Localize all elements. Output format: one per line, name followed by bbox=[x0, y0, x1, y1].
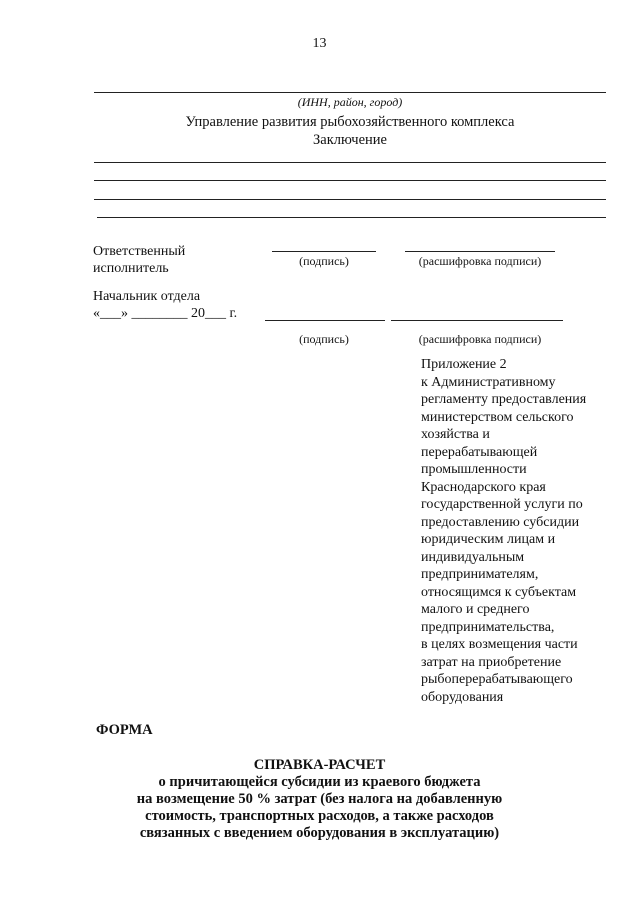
appendix-line: Краснодарского края bbox=[421, 479, 546, 495]
conclusion-line-4 bbox=[97, 217, 606, 218]
head-signature-rule bbox=[265, 320, 385, 321]
title-heading: СПРАВКА-РАСЧЕТ bbox=[253, 757, 386, 773]
responsible-line-2: исполнитель bbox=[93, 261, 169, 276]
responsible-decoding-caption: (расшифровка подписи) bbox=[418, 254, 542, 268]
appendix-line: в целях возмещения части bbox=[421, 637, 578, 652]
date-line: «___» ________ 20___ г. bbox=[93, 306, 238, 321]
appendix-line: промышленности bbox=[421, 462, 527, 477]
head-signature-caption: (подпись) bbox=[299, 332, 349, 346]
head-decoding-rule bbox=[391, 320, 563, 321]
head-decoding-caption: (расшифровка подписи) bbox=[418, 332, 542, 346]
inn-caption: (ИНН, район, город) bbox=[297, 95, 403, 109]
appendix-line: оборудования bbox=[421, 689, 504, 705]
appendix-line: затрат на приобретение bbox=[421, 654, 562, 670]
appendix-line: малого и среднего bbox=[421, 602, 530, 617]
appendix-line: юридическим лицам и bbox=[421, 532, 556, 547]
page-number-text: 13 bbox=[312, 36, 327, 51]
title-line-1: о причитающейся субсидии из краевого бюджета bbox=[158, 774, 481, 790]
appendix-line: хозяйства и bbox=[421, 427, 490, 442]
appendix-line: министерством сельского bbox=[421, 409, 574, 425]
responsible-decoding-rule bbox=[405, 251, 555, 252]
appendix-line: относящимся к субъектам bbox=[421, 584, 577, 600]
appendix-line: рыбоперерабатывающего bbox=[421, 672, 573, 687]
appendix-line: Приложение 2 bbox=[421, 357, 507, 372]
appendix-line: регламенту предоставления bbox=[421, 392, 587, 407]
appendix-block bbox=[421, 356, 631, 706]
form-label: ФОРМА bbox=[96, 722, 153, 738]
responsible-line-1: Ответственный bbox=[93, 244, 186, 259]
appendix-line: предпринимателям, bbox=[421, 567, 539, 582]
appendix-line: предпринимательства, bbox=[421, 619, 555, 635]
title-line-4: связанных с введением оборудования в эксплуатацию) bbox=[139, 825, 500, 841]
responsible-executor-label bbox=[93, 243, 185, 277]
responsible-signature-caption: (подпись) bbox=[299, 254, 349, 268]
appendix-line: индивидуальным bbox=[421, 549, 525, 565]
appendix-line: предоставлению субсидии bbox=[421, 514, 580, 530]
conclusion-label: Заключение bbox=[313, 132, 387, 148]
appendix-line: государственной услуги по bbox=[421, 497, 583, 512]
appendix-line: к Административному bbox=[421, 374, 556, 390]
responsible-signature-rule bbox=[272, 251, 376, 252]
appendix-line: перерабатывающей bbox=[421, 444, 538, 460]
conclusion-line-2 bbox=[94, 180, 606, 181]
page-number bbox=[0, 36, 639, 52]
title-line-3: стоимость, транспортных расходов, а также расходов bbox=[145, 808, 494, 824]
inn-rule bbox=[94, 92, 606, 93]
conclusion-line-3 bbox=[94, 199, 606, 200]
title-line-2: на возмещение 50 % затрат (без налога на добавленную bbox=[136, 791, 503, 807]
title-block bbox=[0, 757, 639, 842]
conclusion-line-1 bbox=[94, 162, 606, 163]
department-name: Управление развития рыбохозяйственного комплекса bbox=[185, 114, 515, 130]
head-of-department-label: Начальник отдела bbox=[93, 289, 201, 304]
